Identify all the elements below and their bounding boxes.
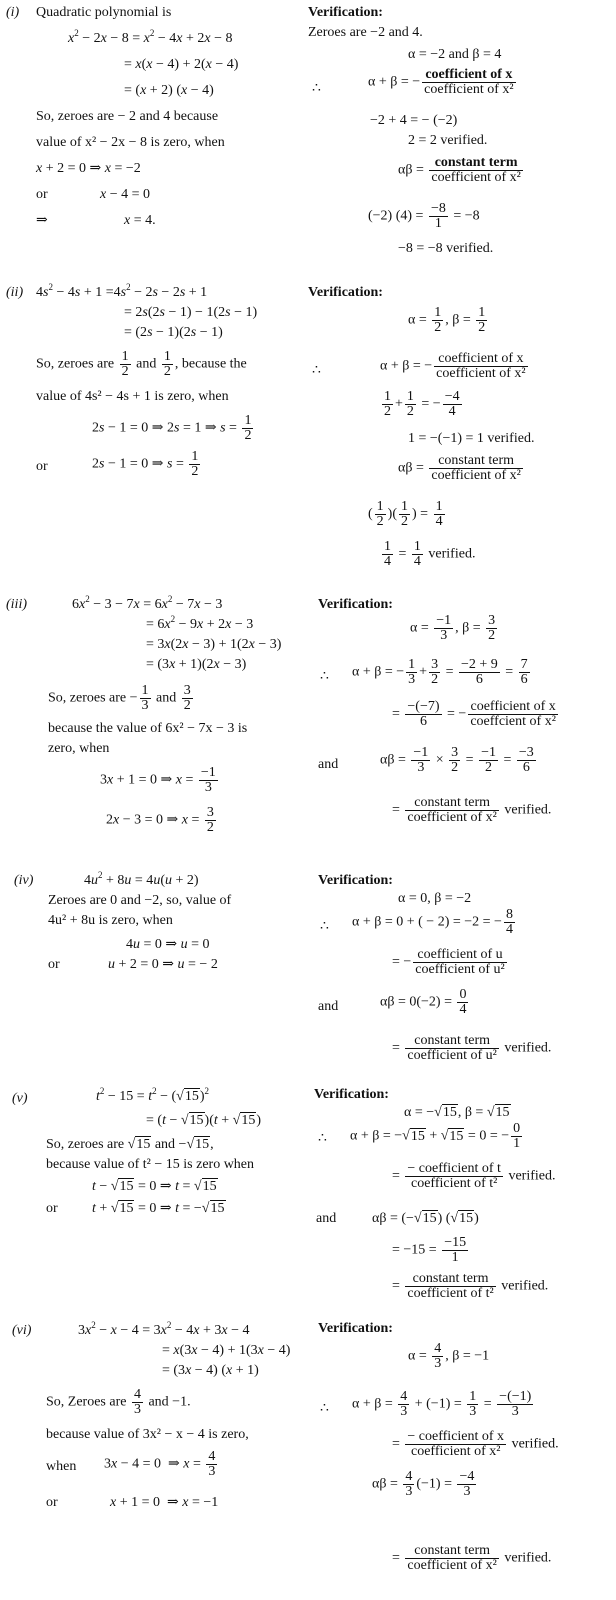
zeroes-statement: So, zeroes are − 2 and 4 because (36, 109, 219, 124)
equation-line: t + √15 = 0 ⇒ t = −√15 (92, 1201, 225, 1216)
equation-line: t − √15 = 0 ⇒ t = √15 (92, 1179, 217, 1194)
equation-line: −2 + 4 = − (−2) (370, 113, 458, 128)
therefore-symbol: ∴ (320, 1401, 329, 1416)
or-label: or (36, 459, 48, 474)
part-iii (0, 592, 616, 860)
equation-line: = $\frac{\text{constant term}}{\text{coefficient of t²}}$ verified. (392, 1271, 549, 1301)
therefore-symbol: ∴ (320, 919, 329, 934)
part-label: (iii) (6, 597, 27, 612)
part-vi (0, 1318, 616, 1598)
therefore-symbol: ∴ (318, 1131, 327, 1146)
verification-heading: Verification: (318, 597, 393, 612)
equation-line: = $\frac{\text{− coefficient of x}}{\text{coefficient of x²}}$ verified. (392, 1429, 559, 1459)
equation-line: = $\frac{\text{− coefficient of t}}{\text{coefficient of t²}}$ verified. (392, 1161, 556, 1191)
coef-x2: coefficient of x² (424, 82, 514, 97)
equation-line: α + β = 0 + ( − 2) = −2 = − $\frac{8}{4}$ (352, 907, 513, 937)
because-text: because the value of 6x² − 7x − 3 is (48, 721, 248, 736)
part-v (0, 1086, 616, 1306)
equation-line: αβ = 0(−2) = $\frac{0}{4}$ (380, 987, 467, 1017)
when-label: when (46, 1459, 77, 1474)
zeroes-statement: So, zeroes are − $\frac{1}{3}$ and $\frac{3}{2}$ (48, 683, 191, 713)
equation-line: = $\frac{\text{constant term}}{\text{coefficient of u²}}$ verified. (392, 1033, 552, 1063)
equation-line: α + β = − $\frac{1}{3}$ + $\frac{3}{2}$ = $\frac{-2 + 9}{6}$ = $\frac{7}{6}$ (352, 657, 528, 687)
equation-line: αβ = $\frac{4}{3}$ (−1) = $\frac{-4}{3}$ (372, 1469, 475, 1499)
part-label: (v) (12, 1091, 28, 1106)
and-label: and (316, 1211, 337, 1226)
and-label: and (318, 999, 339, 1014)
equation-line: u + 2 = 0 ⇒ u = − 2 (108, 957, 218, 972)
zeroes-statement: Zeroes are 0 and −2, so, value of (48, 893, 232, 908)
part-label: (iv) (14, 873, 34, 888)
equation-line: 3x + 1 = 0 ⇒ x = $\frac{-1}{3}$ (100, 765, 216, 795)
equation-line: 2x − 3 = 0 ⇒ x = $\frac{3}{2}$ (106, 805, 214, 835)
equation-line: = (x + 2) (x − 4) (124, 83, 214, 98)
equation-line: 2s − 1 = 0 ⇒ s = $\frac{1}{2}$ (92, 449, 199, 479)
equation-line: = $\frac{\text{constant term}}{\text{coefficient of x²}}$ verified. (392, 795, 552, 825)
equation-line: α = 0, β = −2 (398, 891, 472, 906)
because-text: because value of 3x² − x − 4 is zero, (46, 1427, 249, 1442)
equation-line: α = −√15, β = √15 (404, 1105, 510, 1120)
part-label: (i) (6, 5, 20, 20)
zeroes-statement: So, Zeroes are $\frac{4}{3}$ and −1. (46, 1387, 191, 1417)
equation-line: α + β = − $\frac{\text{coefficient of x}}{\text{coefficient of x²}}$ (380, 351, 526, 381)
equation-line: = (t − √15)(t + √15) (146, 1113, 262, 1128)
equation-line: x − 4 = 0 (100, 187, 151, 202)
equation-line: = (3x + 1)(2x − 3) (146, 657, 247, 672)
equation-line: 2s − 1 = 0 ⇒ 2s = 1 ⇒ s = $\frac{1}{2}$ (92, 413, 252, 443)
verification-heading: Verification: (318, 873, 393, 888)
equation-line: ( $\frac{1}{2}$ )( $\frac{1}{2}$ ) = $\frac{1}{4}$ (368, 499, 443, 529)
equation-line: $6x^2 - 3 - 7x = 6x^2 - 7x - 3$ (72, 594, 223, 612)
coef-x: coefficient of x (422, 68, 515, 83)
equation-line: = $6x^2 - 9x + 2x - 3$ (146, 614, 254, 632)
equation-line: α = $\frac{-1}{3}$ , β = $\frac{3}{2}$ (410, 613, 496, 643)
equation-line: = x(x − 4) + 2(x − 4) (124, 57, 239, 72)
equation-line: −8 = −8 verified. (398, 241, 494, 256)
part-ii (0, 280, 616, 580)
equation-line: $x^2 - 2x - 8 = x^2 - 4x + 2x - 8$ (68, 28, 233, 46)
equation-line: $\frac{1}{2}$ + $\frac{1}{2}$ = − $\frac{-4}{4}$ (384, 389, 460, 419)
equation-line: x + 2 = 0 ⇒ x = −2 (36, 161, 141, 176)
coef-x2: coefficient of x² (431, 170, 521, 185)
equation-line: αβ = $\frac{\text{constant term}}{\text{coefficient of x²}}$ (398, 453, 521, 483)
therefore-symbol: ∴ (312, 363, 321, 378)
equation-line: 4u = 0 ⇒ u = 0 (126, 937, 210, 952)
because-text: because value of t² − 15 is zero when (46, 1157, 255, 1172)
equation-line: $3x^2 - x - 4 = 3x^2 - 4x + 3x - 4$ (78, 1320, 250, 1338)
equation-line: = (2s − 1)(2s − 1) (124, 325, 223, 340)
zero-when: value of x² − 2x − 8 is zero, when (36, 135, 225, 150)
equation-line: α = −2 and β = 4 (408, 47, 502, 62)
equation-line: $4s^2 - 4s + 1 =4s^2 - 2s - 2s + 1$ (36, 282, 208, 300)
equation-line: α + β = −√15 + √15 = 0 = − $\frac{0}{1}$ (350, 1121, 521, 1151)
equation-line: α = $\frac{1}{2}$ , β = $\frac{1}{2}$ (408, 305, 486, 335)
verification-heading: Verification: (314, 1087, 389, 1102)
and-label: and (318, 757, 339, 772)
equation-line: αβ = $\frac{-1}{3}$ × $\frac{3}{2}$ = $\frac{-1}{2}$ = $\frac{-3}{6}$ (380, 745, 534, 775)
equation-line: 1 = −(−1) = 1 verified. (408, 431, 535, 446)
therefore-symbol: ∴ (320, 669, 329, 684)
or-label: or (36, 187, 48, 202)
part-label: (vi) (12, 1323, 32, 1338)
equation-line: = 2s(2s − 1) − 1(2s − 1) (124, 305, 258, 320)
zero-when: 4u² + 8u is zero, when (48, 913, 173, 928)
zeroes-statement: So, zeroes are √15 and −√15, (46, 1137, 214, 1152)
equation-line: 3x − 4 = 0 ⇒ x = $\frac{4}{3}$ (104, 1449, 216, 1479)
equation-line: = x(3x − 4) + 1(3x − 4) (162, 1343, 291, 1358)
const-term: constant term (429, 156, 522, 171)
zero-when: zero, when (48, 741, 110, 756)
equation-line: = − $\frac{\text{coefficient of u}}{\text{coefficient of u²}}$ (392, 947, 505, 977)
part-iv (0, 868, 616, 1068)
equation-line: α + β = − $\frac{\text{coefficient of x}}{\text{coefficient of x²}}$ (368, 67, 514, 97)
equation-line: x = 4. (124, 213, 156, 228)
part-label: (ii) (6, 285, 24, 300)
equation-line: (−2) (4) = $\frac{-8}{1}$ = −8 (368, 201, 480, 231)
part-i (0, 0, 616, 270)
verification-heading: Verification: (308, 285, 383, 300)
equation-line: αβ = $\frac{\text{constant term}}{\text{coefficient of x²}}$ (398, 155, 521, 185)
or-label: or (46, 1495, 58, 1510)
equation-line: = $\frac{\text{constant term}}{\text{coefficient of x²}}$ verified. (392, 1543, 552, 1573)
equation-line: = 3x(2x − 3) + 1(2x − 3) (146, 637, 282, 652)
equation-line: α = $\frac{4}{3}$ , β = −1 (408, 1341, 490, 1371)
verification-heading: Verification: (318, 1321, 393, 1336)
verification-heading: Verification: (308, 5, 383, 20)
equation-line: $4u^2 + 8u = 4u(u + 2)$ (84, 870, 199, 888)
equation-line: = −15 = $\frac{-15}{1}$ (392, 1235, 467, 1265)
equation-line: $\frac{1}{4}$ = $\frac{1}{4}$ verified. (384, 539, 476, 569)
equation-line: $t^2 - 15 = t^2 - (√15)^2$ (96, 1086, 209, 1104)
or-label: or (46, 1201, 58, 1216)
implies-arrow: ⇒ (36, 213, 48, 228)
therefore-symbol: ∴ (312, 81, 321, 96)
zeroes-line: Zeroes are −2 and 4. (308, 25, 423, 40)
equation-line: αβ = (−√15) (√15) (372, 1211, 479, 1226)
equation-line: x + 1 = 0 ⇒ x = −1 (110, 1495, 219, 1510)
equation-line: = (3x − 4) (x + 1) (162, 1363, 259, 1378)
zero-when: value of 4s² − 4s + 1 is zero, when (36, 389, 229, 404)
part-title: Quadratic polynomial is (36, 5, 172, 20)
equation-line: 2 = 2 verified. (408, 133, 488, 148)
equation-line: = $\frac{-(-7)}{6}$ = − $\frac{\text{coefficient of x}}{\text{coeffcient of x²}}$ (392, 699, 556, 729)
zeroes-statement: So, zeroes are $\frac{1}{2}$ and $\frac{1}{2}$ , because the (36, 349, 247, 379)
or-label: or (48, 957, 60, 972)
equation-line: α + β = $\frac{4}{3}$ + (−1) = $\frac{1}{3}$ = $\frac{-(-1)}{3}$ (352, 1389, 532, 1419)
